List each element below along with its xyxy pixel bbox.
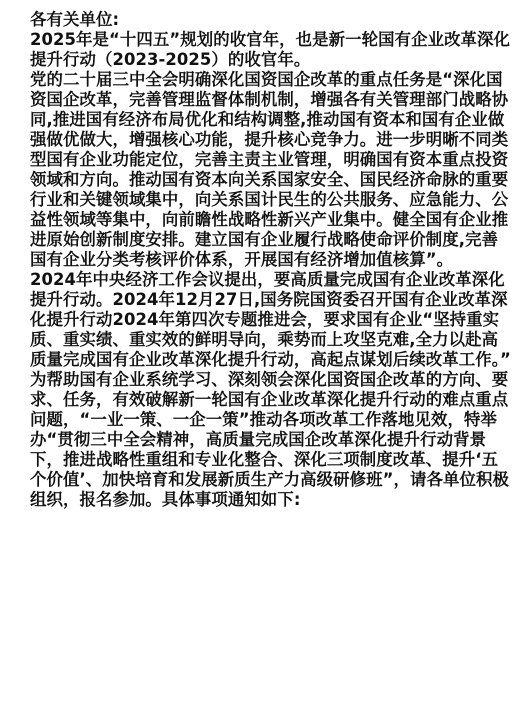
paragraph-deadline-year: 2025年是“十四五”规划的收官年，也是新一轮国有企业改革深化提升行动（2023-2025）的收官年。 [30, 30, 511, 69]
paragraph-plenary-tasks: 党的二十届三中全会明确深化国资国企改革的重点任务是“深化国资国企改革，完善管理监督体制机制，增强各有关管理部门战略协同,推进国有经济布局优化和结构调整,推动国有资本和国有企业做强做优做大，增强核心功能，提升核心竞争力。进一步明晰不同类型国有企业功能定位，完善主责主业管理，明确国有资本重点投资领域和方向。推动国有资本向关系国家安全、国民经济命脉的重要行业和关键领域集中，向关系国计民生的公共服务、应急能力、公益性领域等集中，向前瞻性战略性新兴产业集中。健全国有企业推进原始创新制度安排。建立国有企业履行战略使命评价制度,完善国有企业分类考核评价体系，开展国有经济增加值核算”。 [30, 70, 509, 269]
salutation: 各有关单位: [30, 10, 120, 29]
paragraph-training-purpose: 为帮助国有企业系统学习、深刻领会深化国资国企改革的方向、要求、任务，有效破解新一轮国有企业改革深化提升行动的难点重点问题，“一业一策、一企一策”推动各项改革工作落地见效，特举办“贯彻三中全会精神，高质量完成国企改革深化提升行动背景下，推进战略性重组和专业化整合、深化三项制度改革、提升‘五个价值’、加快培育和发展新质生产力高级研修班”，请各单位积极组织，报名参加。具体事项通知如下: [30, 370, 509, 509]
paragraph-economic-conference: 2024年中央经济工作会议提出，要高质量完成国有企业改革深化提升行动。2024年12月27日,国务院国资委召开国有企业改革深化提升行动2024年第四次专题推进会，要求国有企业“坚持重实质、重实绩、重实效的鲜明导向，乘势而上攻坚克难,全力以赴高质量完成国有企业改革深化提升行动，高起点谋划后续改革工作。” [30, 270, 511, 369]
